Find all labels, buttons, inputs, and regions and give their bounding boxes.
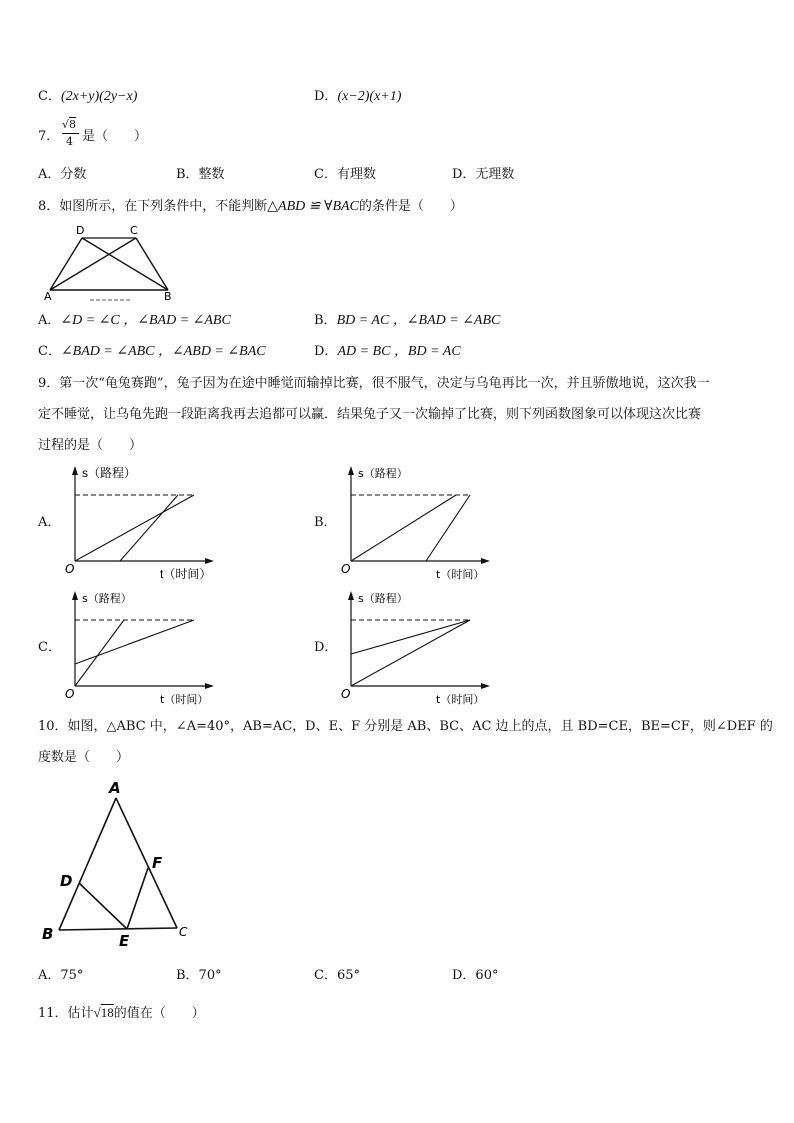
- q9-option-a-label: A．: [38, 515, 61, 530]
- q9-graph-a-ylabel: s（路程）: [82, 466, 137, 480]
- q10-label-c: C: [179, 925, 188, 939]
- q9-option-b-label: B．: [314, 515, 337, 530]
- q6-option-c-expr: (2x+y)(2y−x): [60, 89, 138, 104]
- q8-label-b: B: [164, 290, 172, 303]
- q9-option-d-label: D．: [314, 640, 338, 655]
- q10-option-d: D．60°: [452, 968, 499, 983]
- q10-label-e: E: [119, 932, 130, 950]
- q8-option-b: B．BD = AC ，∠BAD = ∠ABC: [314, 313, 501, 328]
- q8-figure: [40, 222, 185, 304]
- q6-option-c: C．(2x+y)(2y−x): [38, 89, 138, 104]
- q10-stem-line2: 度数是（ ）: [38, 750, 130, 765]
- q9-graph-c-origin: O: [65, 687, 75, 701]
- q7-fraction-bar: [62, 133, 79, 134]
- q8-stem: 8．如图所示，在下列条件中，不能判断△ABD ≌ ∀BAC的条件是（ ）: [38, 199, 463, 214]
- q10-option-b: B．70°: [176, 968, 222, 983]
- q9-graph-c-xlabel: t（时间）: [160, 693, 209, 706]
- q9-graph-d-xlabel: t（时间）: [436, 693, 485, 706]
- q7-option-b: B．整数: [176, 167, 225, 182]
- q7-denominator: 4: [66, 135, 73, 148]
- q9-graph-b: [338, 462, 498, 587]
- q8-option-d: D．AD = BC ，BD = AC: [314, 344, 461, 359]
- q9-graph-a-origin: O: [65, 562, 75, 576]
- q7-option-a: A．分数: [38, 167, 87, 182]
- q8-label-a: A: [44, 290, 52, 303]
- q9-stem-line3: 过程的是（ ）: [38, 438, 143, 453]
- q7-option-d: D．无理数: [452, 167, 515, 182]
- q10-label-d: D: [60, 872, 73, 890]
- q9-graph-a-xlabel: t（时间）: [160, 567, 212, 581]
- q10-stem-line1: 10．如图，△ABC 中，∠A=40°，AB=AC，D、E、F 分别是 AB、BC、AC 边上的点，且 BD=CE，BE=CF，则∠DEF 的: [38, 719, 773, 734]
- q10-figure: [36, 776, 206, 956]
- q9-graph-b-ylabel: s（路程）: [358, 467, 408, 480]
- q6-option-d: D．(x−2)(x+1): [314, 89, 402, 104]
- q9-graph-c-ylabel: s（路程）: [82, 592, 132, 605]
- q10-option-a: A．75°: [38, 968, 84, 983]
- q9-graph-d-ylabel: s（路程）: [358, 592, 408, 605]
- q7-sqrt: √8: [62, 118, 77, 131]
- q8-label-c: C: [130, 224, 138, 237]
- q7-number: 7．: [38, 129, 60, 144]
- q9-stem-line2: 定不睡觉，让乌龟先跑一段距离我再去追都可以赢．结果兔子又一次输掉了比赛，则下列函数图象可以体现这次比赛: [38, 407, 702, 422]
- q10-label-f: F: [152, 854, 163, 872]
- q7-stem: 是（ ）: [82, 129, 148, 144]
- q8-option-c: C．∠BAD = ∠ABC ，∠ABD = ∠BAC: [38, 344, 266, 359]
- q10-label-a: A: [109, 779, 121, 797]
- q6-option-d-expr: (x−2)(x+1): [337, 89, 402, 104]
- q9-option-c-label: C．: [38, 640, 61, 655]
- q11-stem: 11．估计√18的值在（ ）: [38, 1005, 205, 1021]
- q9-graph-a: [62, 462, 222, 587]
- q8-option-a: A．∠D = ∠C ，∠BAD = ∠ABC: [38, 313, 231, 328]
- q10-label-b: B: [42, 925, 54, 943]
- q9-graph-d: [338, 587, 498, 712]
- q9-graph-d-origin: O: [341, 687, 351, 701]
- q9-stem-line1: 9．第一次“龟兔赛跑”，兔子因为在途中睡觉而输掉比赛，很不服气，决定与乌龟再比一次，并且骄傲地说，这次我一: [38, 376, 710, 391]
- q10-option-c: C．65°: [314, 968, 360, 983]
- q7-option-c: C．有理数: [314, 167, 376, 182]
- q9-graph-b-origin: O: [341, 562, 351, 576]
- q9-graph-c: [62, 587, 222, 712]
- q11-sqrt: √18: [93, 1005, 114, 1020]
- q8-label-d: D: [76, 224, 85, 237]
- q9-graph-b-xlabel: t（时间）: [436, 568, 485, 581]
